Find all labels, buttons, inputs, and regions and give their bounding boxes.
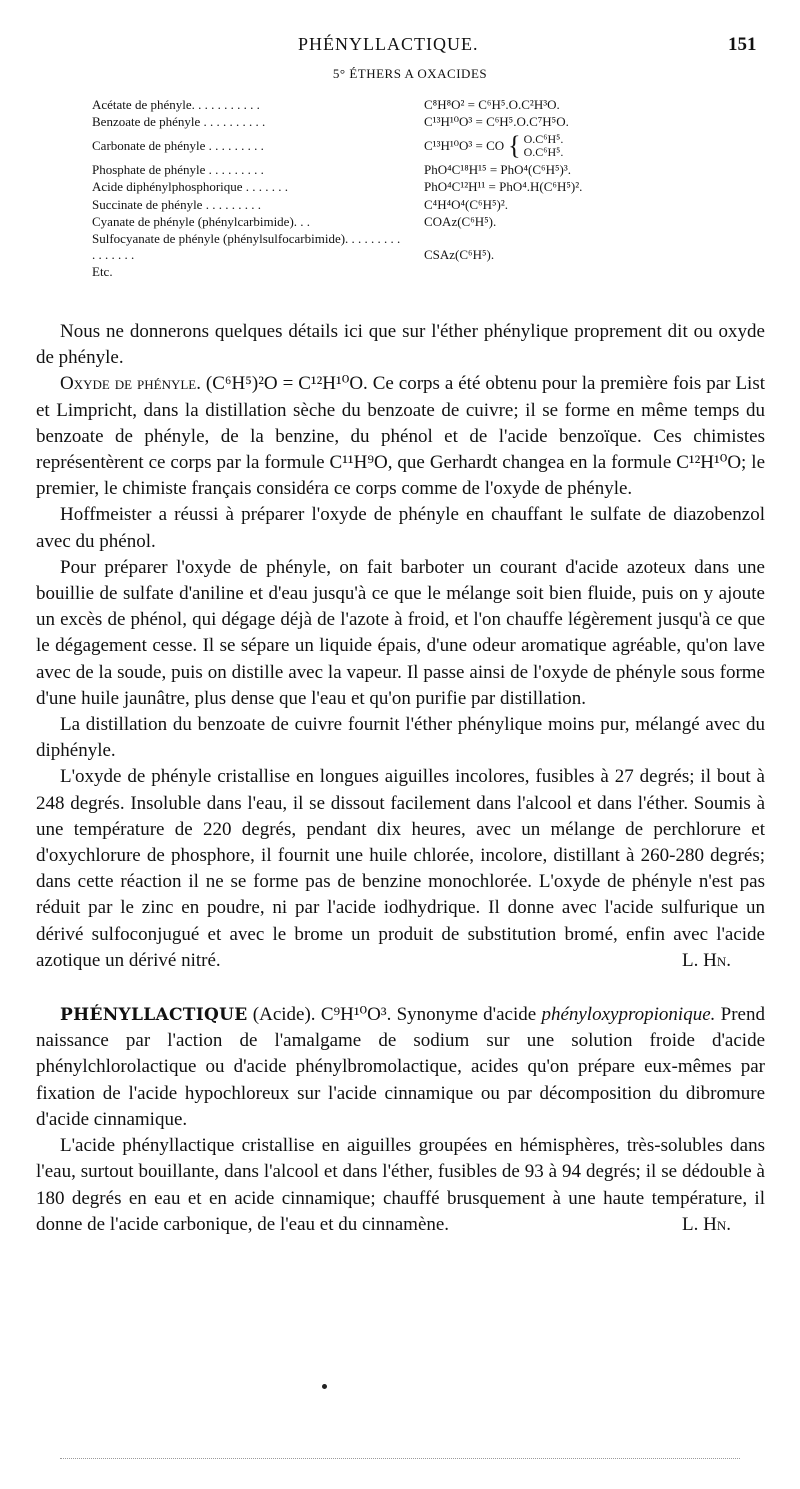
paragraph-text: Prend naissance par l'action de l'amalgame de sodium sur une solution froide d'acide phénylchlorolactique ou d'acide phénylbromolactique, acides qu'on prépare eux-mêmes par fixation de l'acide hypochloreux sur l'acide cinnamique ou par décomposition du dibromure d'acide cinnamique. xyxy=(36,1004,765,1130)
ether-table xyxy=(92,96,692,281)
ether-row xyxy=(92,231,692,263)
ether-formula: C⁴H⁴O⁴(C⁶H⁵)². xyxy=(424,196,508,212)
paragraph-text: (Acide). C⁹H¹⁰O³. Synonyme d'acide xyxy=(247,1004,542,1026)
formula-stack xyxy=(524,133,564,159)
author-signature: L. Hn. xyxy=(682,949,731,971)
formula-left: C¹³H¹⁰O³ = CO xyxy=(424,138,505,153)
brace-symbol: { xyxy=(508,131,521,160)
ether-row xyxy=(92,161,692,179)
ether-row xyxy=(92,131,692,161)
ether-name: Acétate de phényle. . . . . . . . . . . xyxy=(92,96,260,112)
body-text xyxy=(36,319,765,1238)
ether-row xyxy=(92,214,692,232)
ether-row xyxy=(92,263,692,281)
formula-top: O.C⁶H⁵. xyxy=(523,132,564,146)
ether-formula: CSAz(C⁶H⁵). xyxy=(424,247,495,262)
author-signature: L. Hn. xyxy=(682,1213,731,1235)
ether-name: Benzoate de phényle . . . . . . . . . . xyxy=(92,114,266,130)
running-title: PHÉNYLLACTIQUE. xyxy=(298,34,479,54)
ether-formula: C⁸H⁸O² = C⁶H⁵.O.C²H³O. xyxy=(424,96,560,112)
ether-row xyxy=(92,179,692,197)
spacer xyxy=(36,974,765,1002)
page-number: 151 xyxy=(728,34,757,55)
paragraph-text: L'acide phényllactique cristallise en aiguilles groupées en hémisphères, très-solubles dans l'eau, surtout bouillante, dans l'alcool et dans l'éther, fusibles de 93 à 94 degrés; il se dédouble à 180 degrés en eau et en acide cinnamique; chauffé brusquement à une haute température, il donne de l'acide carbonique, de l'eau et du cinnamène. xyxy=(36,1135,765,1235)
section-heading: 5° ÉTHERS A OXACIDES xyxy=(332,66,488,81)
paragraph-text: L'oxyde de phényle cristallise en longues aiguilles incolores, fusibles à 27 degrés; il bout à 248 degrés. Insoluble dans l'eau, il se dissout facilement dans l'alcool et dans l'éther. Soumis à une température de 220 degrés, pendant dix heures, avec un mélange de perchlorure et d'oxychlorure de phosphore, il fournit une huile chlorée, incolore, distillant à 260-280 degrés; dans cette réaction il ne se forme pas de benzine monochlorée. L'oxyde de phényle n'est pas réduit par le zinc en poudre, ni par l'acide iodhydrique. Il donne avec l'acide sulfurique un dérivé sulfoconjugué et avec le brome un produit de substitution bromé, enfin avec l'acide azotique un dérivé nitré. xyxy=(36,766,765,971)
ether-name: Carbonate de phényle . . . . . . . . . xyxy=(92,138,264,153)
italic-term: phényloxypropionique. xyxy=(541,1004,716,1026)
ether-formula xyxy=(424,133,692,159)
ether-row xyxy=(92,196,692,214)
ether-name: Phosphate de phényle . . . . . . . . . xyxy=(92,161,264,177)
bottom-dotted-rule xyxy=(60,1458,740,1459)
ether-row xyxy=(92,96,692,114)
ether-name: Succinate de phényle . . . . . . . . . xyxy=(92,196,261,212)
ether-formula: PhO⁴C¹²H¹¹ = PhO⁴.H(C⁶H⁵)². xyxy=(424,179,583,195)
paragraph: Pour préparer l'oxyde de phényle, on fait barboter un courant d'acide azoteux dans une bouillie de sulfate d'aniline et d'eau jusqu'à ce que le mélange soit bien fluide, puis on y ajoute un excès de phénol, qui dégage déjà de l'azote à froid, et l'on chauffe légèrement jusqu'à ce que le dégagement cesse. Il se sépare un liquide épais, d'une odeur aromatique agréable, qu'on lave avec de la soude, puis on distille avec la vapeur. Il passe ainsi de l'oxyde de phényle sous forme d'une huile jaunâtre, plus dense que l'eau et qu'on purifie par distillation. xyxy=(36,556,765,709)
paragraph-text: (C⁶H⁵)²O = C¹²H¹⁰O. Ce corps a été obtenu pour la première fois par List et Limpricht, dans la distillation sèche du benzoate de cuivre; il se forme en même temps du benzoate de phényle, de la benzine, du phénol et de l'acide benzoïque. Ces chimistes représentèrent ce corps par la formule C¹¹H⁹O, que Gerhardt changea en la formule C¹²H¹⁰O; le premier, le chimiste français considéra ce corps comme de l'oxyde de phényle. xyxy=(36,373,766,500)
ink-dot xyxy=(322,1384,327,1389)
ether-name: Acide diphénylphosphorique . . . . . . . xyxy=(92,179,289,195)
paragraph: Nous ne donnerons quelques détails ici que sur l'éther phénylique proprement dit ou oxyde de phényle. xyxy=(36,321,765,369)
paragraph xyxy=(36,1133,765,1238)
ether-formula: C¹³H¹⁰O³ = C⁶H⁵.O.C⁷H⁵O. xyxy=(424,114,569,130)
formula-bottom: O.C⁶H⁵. xyxy=(523,145,564,159)
paragraph xyxy=(36,764,765,974)
ether-formula: PhO⁴C¹⁸H¹⁵ = PhO⁴(C⁶H⁵)³. xyxy=(424,161,571,177)
ether-name: Etc. xyxy=(92,263,113,279)
paragraph xyxy=(36,371,765,502)
entry-paragraph xyxy=(36,1002,765,1133)
ether-row xyxy=(92,114,692,132)
ether-formula: COAz(C⁶H⁵). xyxy=(424,214,497,230)
paragraph: La distillation du benzoate de cuivre fournit l'éther phénylique moins pur, mélangé avec du diphényle. xyxy=(36,714,765,762)
ether-name: Cyanate de phényle (phénylcarbimide). . . xyxy=(92,214,311,230)
entry-subheading: Oxyde de phényle. xyxy=(60,373,201,395)
paragraph: Hoffmeister a réussi à préparer l'oxyde de phényle en chauffant le sulfate de diazobenzol avec du phénol. xyxy=(36,504,765,552)
running-head xyxy=(0,28,800,58)
entry-title: PHÉNYLLACTIQUE xyxy=(60,1005,248,1026)
ether-name: Sulfocyanate de phényle (phénylsulfocarbimide). . . . . . . . . . . . . . . . xyxy=(92,231,401,262)
